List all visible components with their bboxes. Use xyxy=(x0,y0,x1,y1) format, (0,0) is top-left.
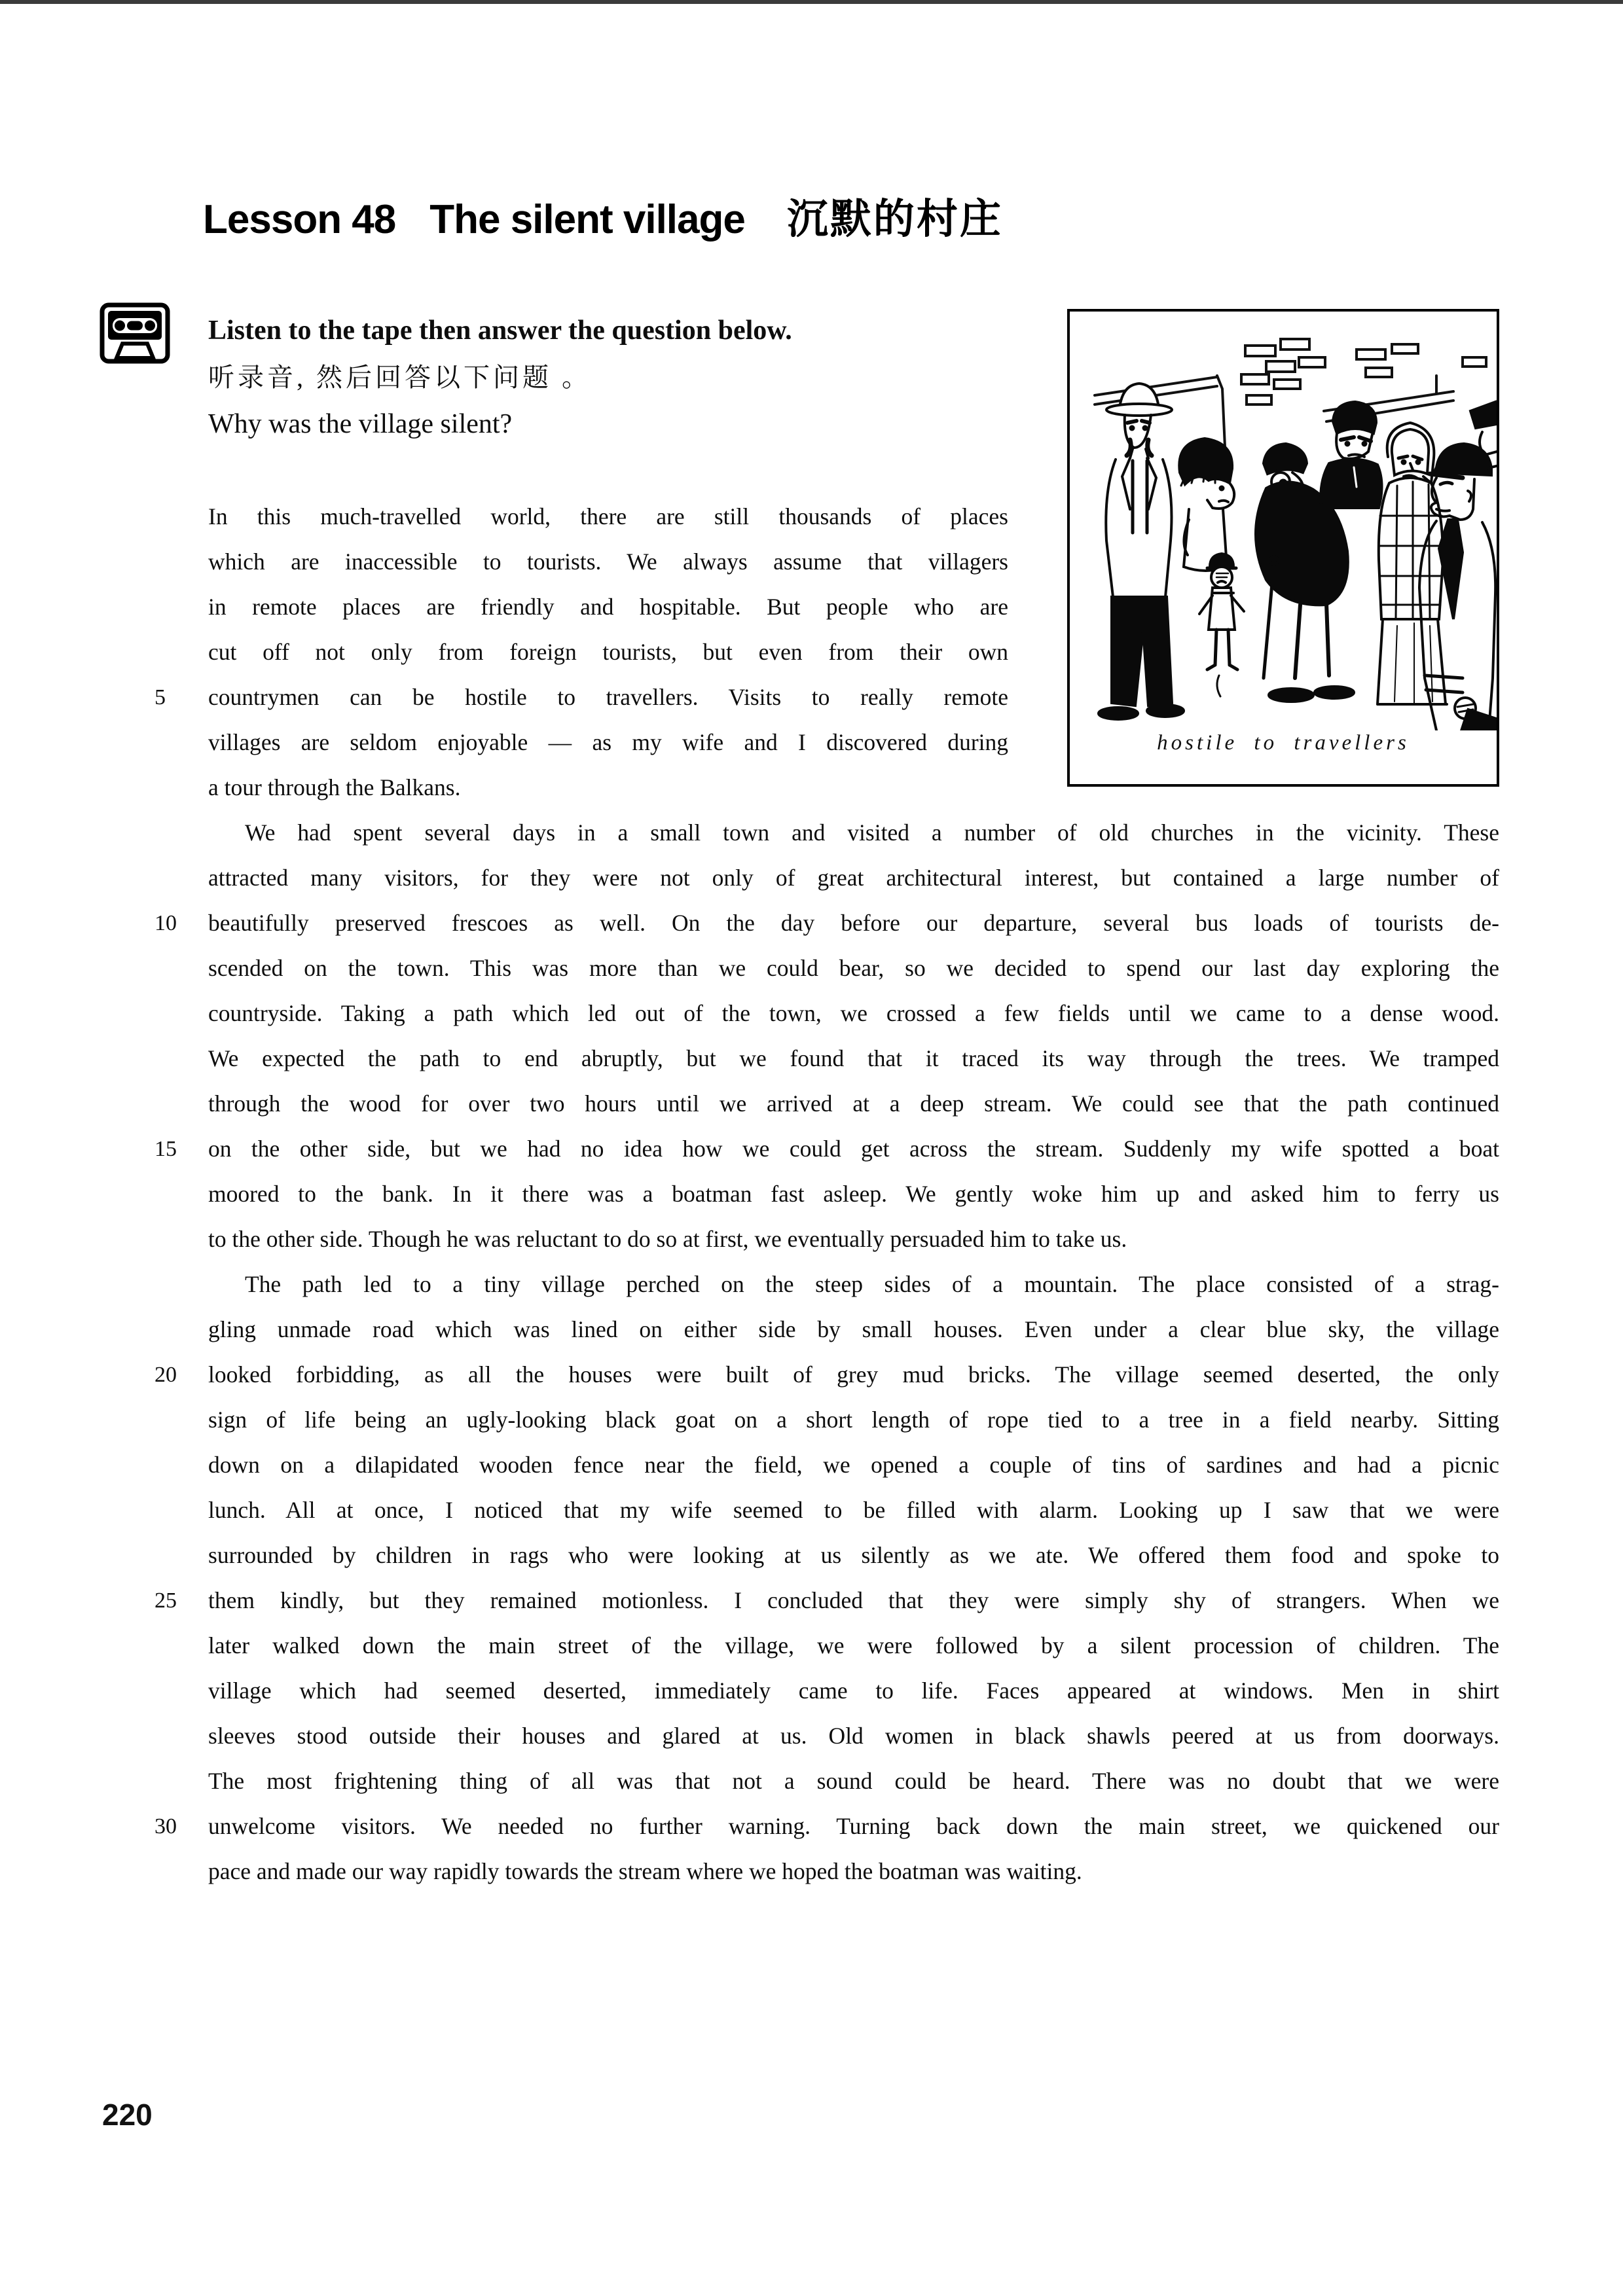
comprehension-question: Why was the village silent? xyxy=(208,409,513,439)
passage-line: sleeves stood outside their houses and glared at us. Old women in black shawls peered at us from doorways. xyxy=(208,1723,1499,1749)
passage-line: countryside. Taking a path which led out of the town, we crossed a few fields until we came to a dense wood. xyxy=(208,1000,1499,1026)
line-number: 25 xyxy=(155,1588,177,1613)
illustration-caption: hostile to travellers xyxy=(1157,731,1410,755)
passage-line: them kindly, but they remained motionless. I concluded that they were simply shy of strangers. When we xyxy=(208,1587,1499,1613)
cassette-tape-icon xyxy=(100,302,170,367)
line-number: 20 xyxy=(155,1363,177,1387)
passage-line: gling unmade road which was lined on either side by small houses. Even under a clear blue sky, the village xyxy=(208,1316,1499,1342)
passage-line: countrymen can be hostile to travellers. Visits to really remote xyxy=(208,684,1008,710)
lesson-title-en: The silent village xyxy=(429,197,745,242)
passage-line: We had spent several days in a small town and visited a number of old churches in the vicinity. These xyxy=(245,819,1499,846)
passage-line: attracted many visitors, for they were not only of great architectural interest, but contained a large number of xyxy=(208,865,1499,891)
passage-line: lunch. All at once, I noticed that my wife seemed to be filled with alarm. Looking up I saw that we were xyxy=(208,1497,1499,1523)
passage-line: village which had seemed deserted, immediately came to life. Faces appeared at windows. Men in shirt xyxy=(208,1677,1499,1704)
listen-instruction-en: Listen to the tape then answer the question below. xyxy=(208,315,792,346)
page-number: 220 xyxy=(102,2098,153,2132)
passage-line: villages are seldom enjoyable — as my wife and I discovered during xyxy=(208,729,1008,755)
passage-line: down on a dilapidated wooden fence near the field, we opened a couple of tins of sardines and had a picnic xyxy=(208,1452,1499,1478)
line-number: 10 xyxy=(155,911,177,935)
passage-line: in remote places are friendly and hospitable. But people who are xyxy=(208,594,1008,620)
passage-line: The most frightening thing of all was that not a sound could be heard. There was no doubt that we were xyxy=(208,1768,1499,1794)
passage-line: beautifully preserved frescoes as well. On the day before our departure, several bus loads of tourists de- xyxy=(208,910,1499,936)
passage-line: on the other side, but we had no idea how we could get across the stream. Suddenly my wife spotted a boat xyxy=(208,1136,1499,1162)
passage-line: later walked down the main street of the village, we were followed by a silent procession of children. The xyxy=(208,1632,1499,1659)
passage-line: The path led to a tiny village perched on the steep sides of a mountain. The place consisted of a strag- xyxy=(245,1271,1499,1297)
passage-line: through the wood for over two hours until we arrived at a deep stream. We could see that the path continued xyxy=(208,1090,1499,1117)
passage-line: We expected the path to end abruptly, but we found that it traced its way through the trees. We tramped xyxy=(208,1045,1499,1071)
passage xyxy=(208,494,1499,1894)
page-title xyxy=(203,186,1003,245)
passage-line: moored to the bank. In it there was a boatman fast asleep. We gently woke him up and asked him to ferry us xyxy=(208,1181,1499,1207)
passage-line: a tour through the Balkans. xyxy=(208,774,461,800)
line-number: 5 xyxy=(155,685,166,709)
passage-line: cut off not only from foreign tourists, but even from their own xyxy=(208,639,1008,665)
lesson-title-zh: 沉默的村庄 xyxy=(786,196,1003,242)
passage-line: looked forbidding, as all the houses were built of grey mud bricks. The village seemed deserted, the only xyxy=(208,1361,1499,1388)
passage-line: to the other side. Though he was reluctant to do so at first, we eventually persuaded him to take us. xyxy=(208,1226,1127,1252)
passage-line: surrounded by children in rags who were looking at us silently as we ate. We offered them food and spoke to xyxy=(208,1542,1499,1568)
passage-line: pace and made our way rapidly towards the stream where we hoped the boatman was waiting. xyxy=(208,1858,1082,1884)
passage-line: scended on the town. This was more than we could bear, so we decided to spend our last day exploring the xyxy=(208,955,1499,981)
passage-line: sign of life being an ugly-looking black goat on a short length of rope tied to a tree in a field nearby. Sitting xyxy=(208,1407,1499,1433)
instructions-block xyxy=(208,306,1027,448)
lesson-number: Lesson 48 xyxy=(203,197,396,242)
line-number: 30 xyxy=(155,1814,177,1839)
passage-line: In this much-travelled world, there are still thousands of places xyxy=(208,503,1008,529)
passage-line: which are inaccessible to tourists. We always assume that villagers xyxy=(208,548,1008,575)
listen-instruction-zh: 听录音, 然后回答以下问题 。 xyxy=(208,363,591,392)
line-number: 15 xyxy=(155,1137,177,1161)
scan-edge-artifact xyxy=(0,0,1623,4)
passage-line: unwelcome visitors. We needed no further warning. Turning back down the main street, we quickened our xyxy=(208,1813,1499,1839)
